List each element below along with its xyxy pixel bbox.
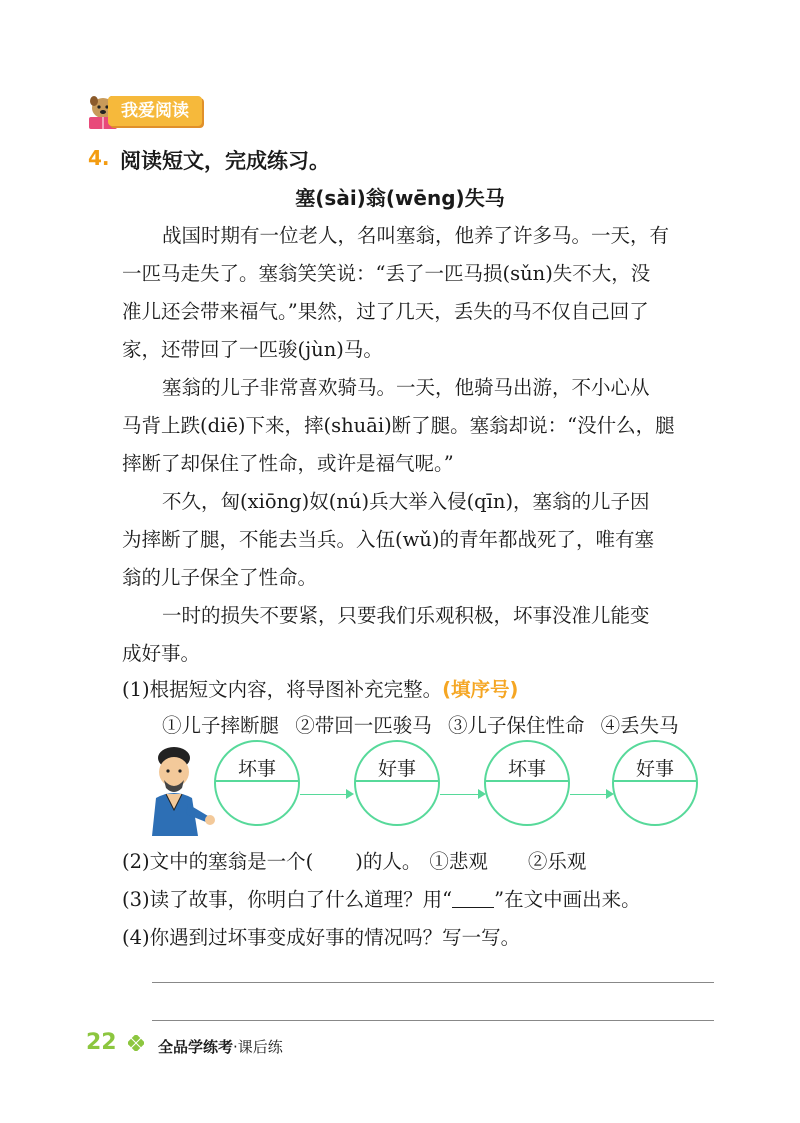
story-line: 马背上跌(diē)下来，摔(shuāi)断了腿。塞翁却说：“没什么，腿 xyxy=(122,414,675,437)
flow-arrow xyxy=(300,794,346,795)
old-man-illustration xyxy=(144,744,216,836)
story-line: 战国时期有一位老人，名叫塞翁，他养了许多马。一天，有 xyxy=(162,224,670,247)
q2-text xyxy=(122,846,586,874)
q1-prompt: (1)根据短文内容，将导图补充完整。 xyxy=(122,678,443,701)
q1-hint: (填序号) xyxy=(442,678,519,701)
story-title: 塞(sài)翁(wēng)失马 xyxy=(295,186,505,210)
question-number: 4. xyxy=(88,146,110,170)
q3-prompt-end: ”在文中画出来。 xyxy=(494,888,641,911)
story-line: 不久，匈(xiōng)奴(nú)兵大举入侵(qīn)，塞翁的儿子因 xyxy=(162,490,650,513)
map-node-bad[interactable] xyxy=(214,740,300,826)
node-label: 坏事 xyxy=(507,758,546,780)
map-node-good[interactable] xyxy=(612,740,698,826)
brand-sub: ·课后练 xyxy=(233,1038,283,1056)
story-line: 准儿还会带来福气。”果然，过了几天，丢失的马不仅自己回了 xyxy=(122,300,649,323)
q3-prompt: (3)读了故事，你明白了什么道理？用“ xyxy=(122,888,453,911)
q4-text: (4)你遇到过坏事变成好事的情况吗？写一写。 xyxy=(122,926,521,949)
clover-icon xyxy=(128,1035,144,1051)
story-line: 成好事。 xyxy=(122,642,201,665)
story-line: 为摔断了腿，不能去当兵。入伍(wǔ)的青年都战死了，唯有塞 xyxy=(122,528,654,551)
brand-name: 全品学练考 xyxy=(158,1038,234,1056)
story-line: 一匹马走失了。塞翁笑笑说：“丢了一匹马损(sǔn)失不大，没 xyxy=(122,262,651,285)
question-instruction: 阅读短文，完成练习。 xyxy=(120,149,330,173)
story-line: 塞翁的儿子非常喜欢骑马。一天，他骑马出游，不小心从 xyxy=(162,376,650,399)
q1-option: ④丢失马 xyxy=(600,714,679,737)
q2-option: ①悲观 xyxy=(429,850,488,873)
section-badge: 我爱阅读 xyxy=(108,96,202,126)
underline-sample xyxy=(452,891,494,908)
arrowhead-icon xyxy=(346,789,354,799)
map-node-good[interactable] xyxy=(354,740,440,826)
q1-option: ①儿子摔断腿 xyxy=(162,714,280,737)
q2-prompt-end: )的人。 xyxy=(355,850,422,873)
flow-arrow xyxy=(570,794,608,795)
answer-line[interactable] xyxy=(152,1020,714,1021)
q1-option: ③儿子保住性命 xyxy=(447,714,585,737)
q1-option: ②带回一匹骏马 xyxy=(295,714,432,737)
q2-option: ②乐观 xyxy=(527,850,587,873)
answer-line[interactable] xyxy=(152,982,714,983)
story-line: 家，还带回了一匹骏(jùn)马。 xyxy=(122,338,383,361)
q3-text xyxy=(122,884,641,912)
story-line: 摔断了却保住了性命，或许是福气呢。” xyxy=(122,452,454,475)
page-number: 22 xyxy=(86,1030,117,1055)
node-label: 好事 xyxy=(635,758,674,780)
footer-brand xyxy=(158,1036,283,1057)
q1-text xyxy=(122,674,518,702)
node-label: 好事 xyxy=(377,758,416,780)
node-label: 坏事 xyxy=(237,758,276,780)
story-line: 翁的儿子保全了性命。 xyxy=(122,566,318,589)
map-node-bad[interactable] xyxy=(484,740,570,826)
story-line: 一时的损失不要紧，只要我们乐观积极，坏事没准儿能变 xyxy=(162,604,650,627)
q2-prompt: (2)文中的塞翁是一个( xyxy=(122,850,314,873)
q1-options xyxy=(162,710,689,738)
flow-arrow xyxy=(440,794,478,795)
